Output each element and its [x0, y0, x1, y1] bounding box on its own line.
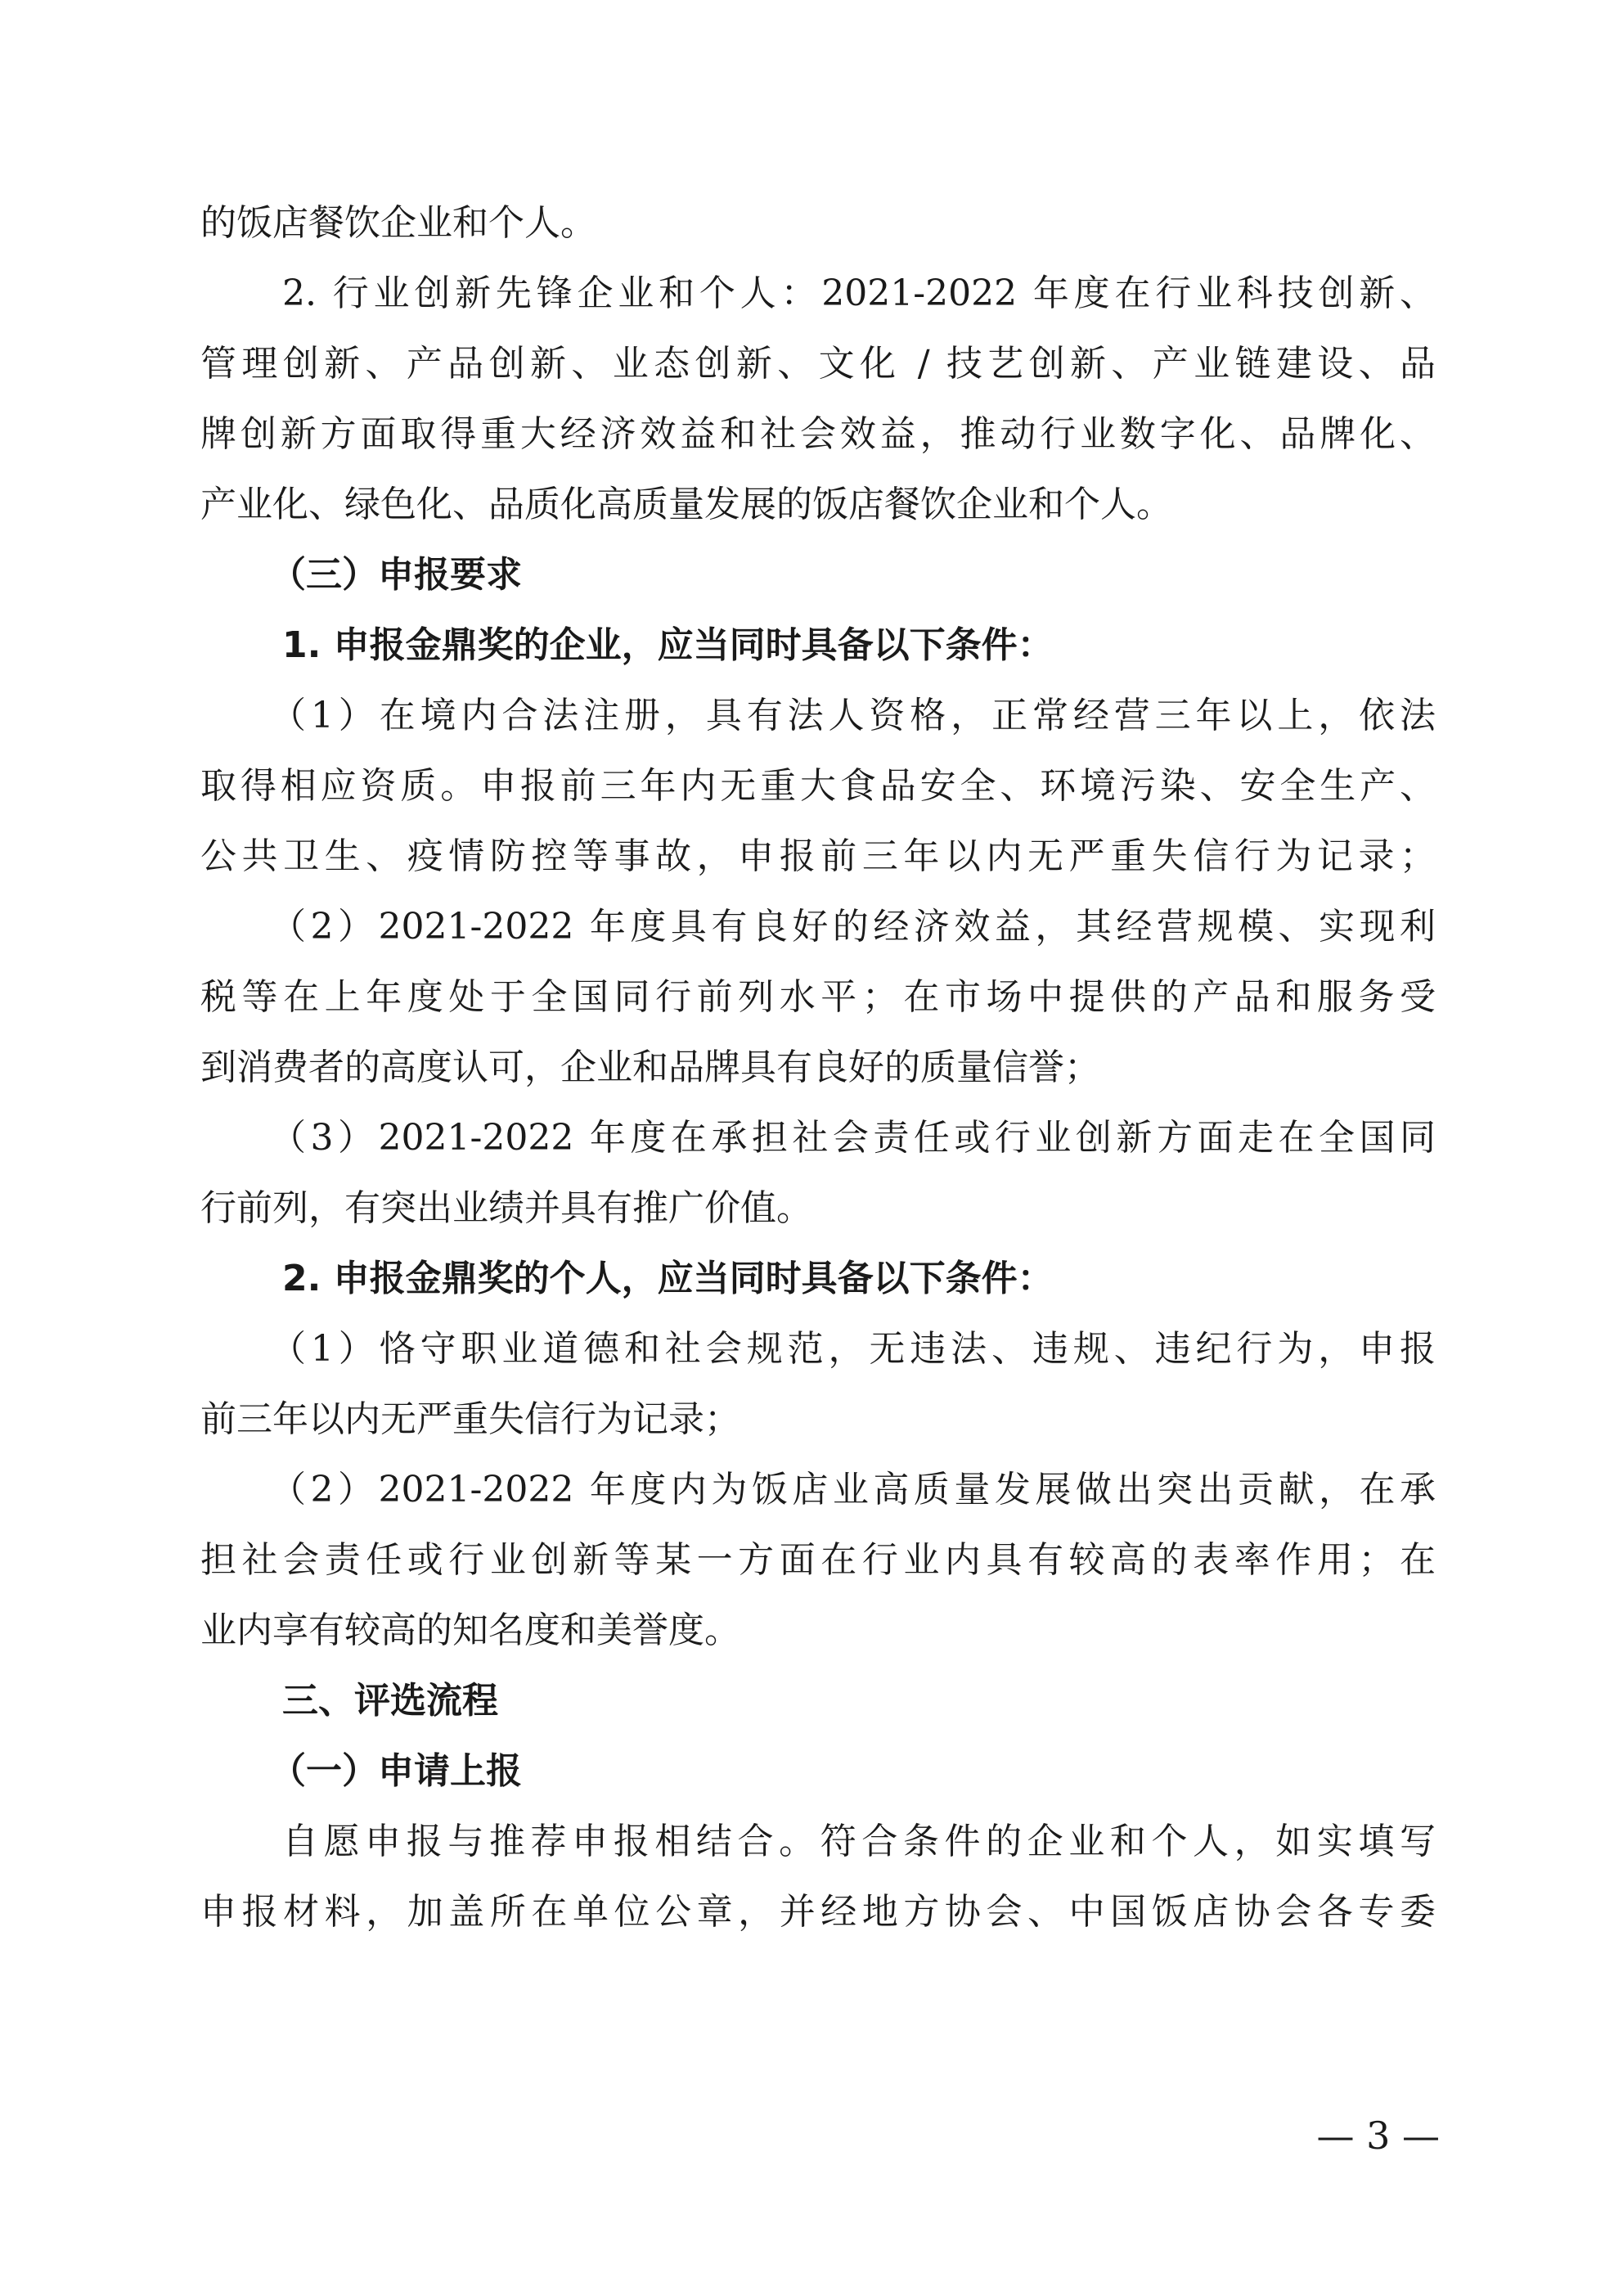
subheading-application-submission: （一）申请上报 — [270, 1750, 522, 1792]
body-line-13: 到消费者的高度认可，企业和品牌具有良好的质量信誉； — [200, 1047, 1100, 1088]
body-line-17: （1）恪守职业道德和社会规范，无违法、违规、违纪行为，申报 — [270, 1328, 1436, 1370]
body-line-10: 公共卫生、疫情防控等事故，申报前三年以内无严重失信行为记录； — [200, 835, 1436, 877]
body-line-19: （2）2021-2022 年度内为饭店业高质量发展做出突出贡献，在承 — [270, 1469, 1436, 1510]
body-line-14: （3）2021-2022 年度在承担社会责任或行业创新方面走在全国同 — [270, 1117, 1436, 1159]
body-line-24: 自愿申报与推荐申报相结合。符合条件的企业和个人，如实填写 — [282, 1821, 1436, 1862]
page-number: — 3 — — [1316, 2114, 1440, 2158]
body-line-8: （1）在境内合法注册，具有法人资格，正常经营三年以上，依法 — [270, 695, 1436, 736]
body-line-12: 税等在上年度处于全国同行前列水平；在市场中提供的产品和服务受 — [200, 976, 1436, 1018]
subheading-enterprise-conditions: 1. 申报金鼎奖的企业，应当同时具备以下条件： — [282, 624, 1054, 666]
body-line-15: 行前列，有突出业绩并具有推广价值。 — [200, 1187, 812, 1229]
body-line-18: 前三年以内无严重失信行为记录； — [200, 1398, 740, 1440]
body-line-20: 担社会责任或行业创新等某一方面在行业内具有较高的表率作用；在 — [200, 1539, 1436, 1581]
body-line-1: 的饭店餐饮企业和个人。 — [200, 202, 596, 244]
body-line-21: 业内享有较高的知名度和美誉度。 — [200, 1609, 740, 1651]
section-heading-selection-process: 三、评选流程 — [282, 1680, 498, 1722]
body-line-4: 牌创新方面取得重大经济效益和社会效益，推动行业数字化、品牌化、 — [200, 413, 1436, 455]
body-line-25: 申报材料，加盖所在单位公章，并经地方协会、中国饭店协会各专委 — [200, 1891, 1436, 1933]
section-heading-apply-requirements: （三）申报要求 — [270, 554, 522, 596]
body-line-9: 取得相应资质。申报前三年内无重大食品安全、环境污染、安全生产、 — [200, 765, 1436, 807]
subheading-individual-conditions: 2. 申报金鼎奖的个人，应当同时具备以下条件： — [282, 1258, 1054, 1299]
body-line-5: 产业化、绿色化、品质化高质量发展的饭店餐饮企业和个人。 — [200, 484, 1172, 525]
body-line-3: 管理创新、产品创新、业态创新、文化 / 技艺创新、产业链建设、品 — [200, 343, 1436, 385]
body-line-2: 2. 行业创新先锋企业和个人：2021-2022 年度在行业科技创新、 — [282, 272, 1436, 314]
body-line-11: （2）2021-2022 年度具有良好的经济效益，其经营规模、实现利 — [270, 906, 1436, 948]
